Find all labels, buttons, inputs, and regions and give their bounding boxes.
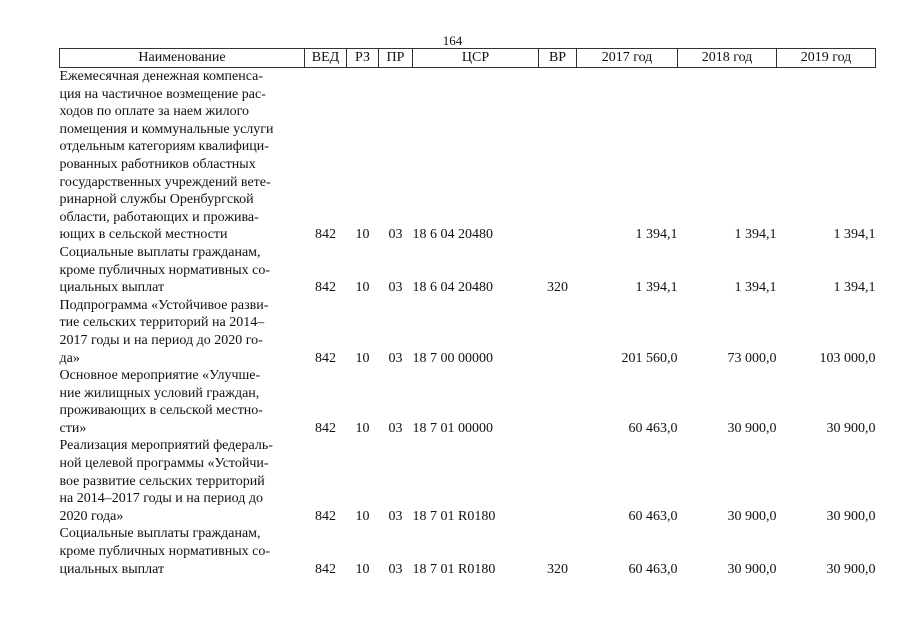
cell-csr: 18 7 00 00000 [412, 350, 493, 366]
header-ved: ВЕД [305, 49, 347, 68]
cell-2018: 30 900,0 [727, 420, 777, 436]
page-number: 164 [442, 33, 463, 48]
cell-csr: 18 6 04 20480 [412, 280, 493, 296]
cell-2017: 60 463,0 [628, 561, 678, 577]
cell-vr [539, 367, 577, 437]
cell-rz: 10 [355, 508, 370, 524]
cell-2017: 1 394,1 [635, 227, 678, 243]
name-line: отдельным категориям квалифици- [59, 139, 269, 155]
cell-csr: 18 7 01 00000 [412, 420, 493, 436]
table-row [60, 244, 876, 297]
cell-csr: 18 6 04 20480 [412, 227, 493, 243]
cell-name [60, 437, 305, 525]
cell-2017: 1 394,1 [635, 280, 678, 296]
name-line: Социальные выплаты гражданам, [59, 526, 261, 542]
cell-pr: 03 [388, 508, 403, 524]
cell-pr: 03 [388, 280, 403, 296]
cell-vr [539, 68, 577, 244]
cell-ved: 842 [315, 280, 336, 296]
cell-2019: 30 900,0 [826, 561, 876, 577]
cell-2017: 60 463,0 [628, 508, 678, 524]
cell-pr: 03 [388, 227, 403, 243]
name-line: Социальные выплаты гражданам, [59, 244, 261, 260]
table-row [60, 367, 876, 437]
cell-name [60, 244, 305, 297]
cell-csr: 18 7 01 R0180 [412, 508, 496, 524]
cell-ved: 842 [315, 350, 336, 366]
cell-2019: 30 900,0 [826, 508, 876, 524]
table-row [60, 525, 876, 578]
cell-ved: 842 [315, 561, 336, 577]
cell-ved: 842 [315, 420, 336, 436]
cell-2019: 103 000,0 [819, 350, 876, 366]
cell-pr: 03 [388, 561, 403, 577]
header-pr: ПР [379, 49, 413, 68]
name-line: ной целевой программы «Устойчи- [59, 456, 269, 472]
name-line: 2017 годы и на период до 2020 го- [59, 332, 263, 348]
cell-2017: 201 560,0 [621, 350, 678, 366]
name-line: ция на частичное возмещение рас- [59, 86, 266, 102]
cell-pr: 03 [388, 420, 403, 436]
name-line: проживающих в сельской местно- [59, 403, 263, 419]
cell-2019: 1 394,1 [833, 227, 876, 243]
name-line: государственных учреждений вете- [59, 174, 271, 190]
name-line: циальных выплат [59, 561, 165, 577]
cell-2018: 1 394,1 [734, 227, 777, 243]
header-2017: 2017 год [577, 49, 678, 68]
name-line: кроме публичных нормативных со- [59, 262, 270, 278]
name-line: сти» [59, 420, 87, 436]
header-vr: ВР [539, 49, 577, 68]
cell-rz: 10 [355, 420, 370, 436]
name-line: вое развитие сельских территорий [59, 473, 265, 489]
table-row [60, 68, 876, 244]
name-line: ющих в сельской местности [59, 227, 228, 243]
name-line: Ежемесячная денежная компенса- [59, 69, 264, 84]
name-line: ходов по оплате за наем жилого [59, 104, 250, 120]
cell-2019: 30 900,0 [826, 420, 876, 436]
name-line: да» [59, 350, 80, 366]
name-line: Реализация мероприятий федераль- [59, 438, 273, 454]
name-line: Основное мероприятие «Улучше- [59, 368, 261, 384]
cell-name [60, 297, 305, 367]
header-csr: ЦСР [413, 49, 539, 68]
cell-ved: 842 [315, 227, 336, 243]
cell-2018: 30 900,0 [727, 508, 777, 524]
cell-rz: 10 [355, 350, 370, 366]
cell-vr [539, 297, 577, 367]
name-line: помещения и коммунальные услуги [59, 121, 274, 137]
table-row [60, 297, 876, 367]
cell-2017: 60 463,0 [628, 420, 678, 436]
table-header-row [60, 49, 876, 68]
cell-2018: 73 000,0 [727, 350, 777, 366]
name-line: Подпрограмма «Устойчивое разви- [59, 297, 269, 313]
cell-pr: 03 [388, 350, 403, 366]
header-2019: 2019 год [777, 49, 876, 68]
name-line: ние жилищных условий граждан, [59, 385, 260, 401]
header-name: Наименование [60, 49, 305, 68]
table-row [60, 437, 876, 525]
cell-name [60, 68, 305, 244]
cell-vr: 320 [547, 561, 568, 577]
header-rz: РЗ [347, 49, 379, 68]
cell-name [60, 367, 305, 437]
cell-rz: 10 [355, 280, 370, 296]
cell-2018: 30 900,0 [727, 561, 777, 577]
budget-table [59, 48, 876, 578]
cell-rz: 10 [355, 561, 370, 577]
cell-2019: 1 394,1 [833, 280, 876, 296]
cell-2018: 1 394,1 [734, 280, 777, 296]
cell-rz: 10 [355, 227, 370, 243]
name-line: на 2014–2017 годы и на период до [59, 491, 263, 507]
name-line: рованных работников областных [59, 156, 256, 172]
cell-name [60, 525, 305, 578]
header-2018: 2018 год [678, 49, 777, 68]
cell-ved: 842 [315, 508, 336, 524]
cell-vr: 320 [547, 280, 568, 296]
table-body [60, 68, 876, 579]
cell-vr [539, 437, 577, 525]
name-line: кроме публичных нормативных со- [59, 544, 270, 560]
name-line: тие сельских территорий на 2014– [59, 315, 265, 331]
name-line: циальных выплат [59, 280, 165, 296]
cell-csr: 18 7 01 R0180 [412, 561, 496, 577]
name-line: ринарной службы Оренбургской [59, 192, 254, 208]
name-line: области, работающих и прожива- [59, 209, 259, 225]
name-line: 2020 года» [59, 508, 124, 524]
